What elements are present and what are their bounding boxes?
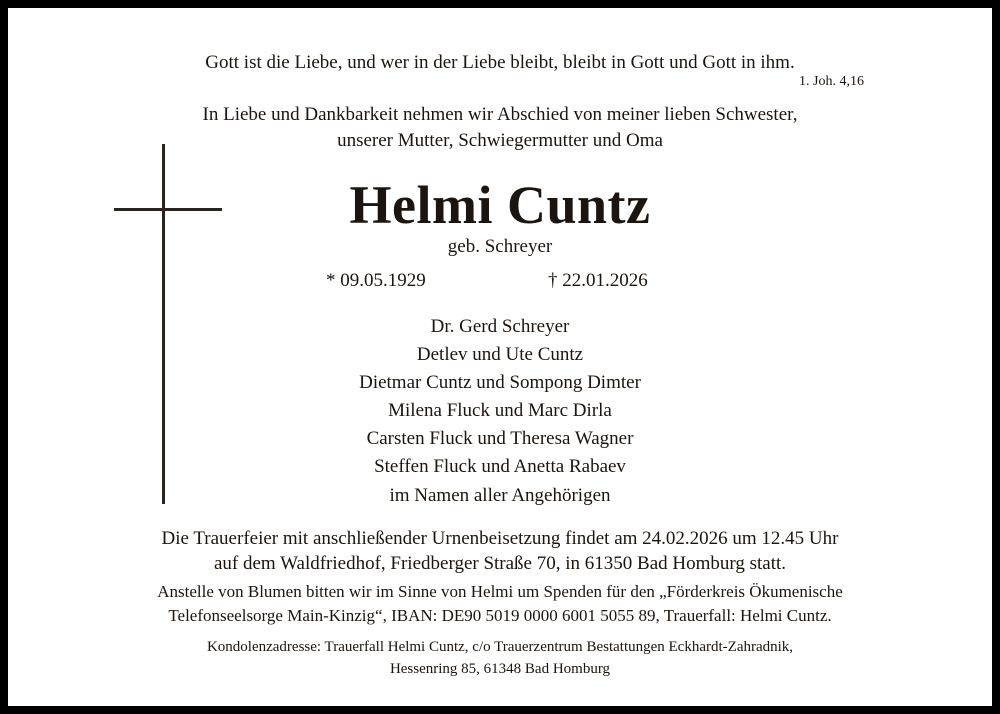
birth-date: * 09.05.1929: [326, 270, 426, 291]
on-behalf-line: im Namen aller Angehörigen: [389, 485, 611, 506]
mourner-2: Detlev und Ute Cuntz: [416, 344, 584, 365]
donation-line-2: Telefonseelsorge Main-Kinzig“, IBAN: DE90 5019 0000 6001 5055 89, Trauerfall: Helmi Cuntz.: [168, 606, 832, 625]
mourner-6: Steffen Fluck und Anetta Rabaev: [374, 456, 626, 477]
funeral-line-2: auf dem Waldfriedhof, Friedberger Straße 70, in 61350 Bad Homburg statt.: [213, 553, 787, 574]
donation-line-1: Anstelle von Blumen bitten wir im Sinne von Helmi um Spenden für den „Förderkreis Ökumenische: [157, 582, 843, 601]
death-date: † 22.01.2026: [548, 270, 648, 291]
mourner-3: Dietmar Cuntz und Sompong Dimter: [359, 372, 641, 393]
deceased-name: Helmi Cuntz: [349, 175, 651, 235]
funeral-line-1: Die Trauerfeier mit anschließender Urnenbeisetzung findet am 24.02.2026 um 12.45 Uhr: [161, 528, 839, 549]
condolence-line-1: Kondolenzadresse: Trauerfall Helmi Cuntz, c/o Trauerzentrum Bestattungen Eckhardt-Zahradnik,: [206, 639, 794, 655]
mourner-5: Carsten Fluck und Theresa Wagner: [366, 428, 634, 449]
verse-reference: 1. Joh. 4,16: [799, 74, 864, 89]
bible-verse: Gott ist die Liebe, und wer in der Liebe bleibt, bleibt in Gott und Gott in ihm.: [205, 52, 795, 73]
mourner-1: Dr. Gerd Schreyer: [430, 316, 570, 337]
mourner-4: Milena Fluck und Marc Dirla: [388, 400, 612, 421]
intro-line-1: In Liebe und Dankbarkeit nehmen wir Abschied von meiner lieben Schwester,: [202, 104, 798, 125]
intro-line-2: unserer Mutter, Schwiegermutter und Oma: [337, 130, 663, 151]
birth-name: geb. Schreyer: [447, 236, 553, 257]
condolence-line-2: Hessenring 85, 61348 Bad Homburg: [389, 661, 611, 677]
